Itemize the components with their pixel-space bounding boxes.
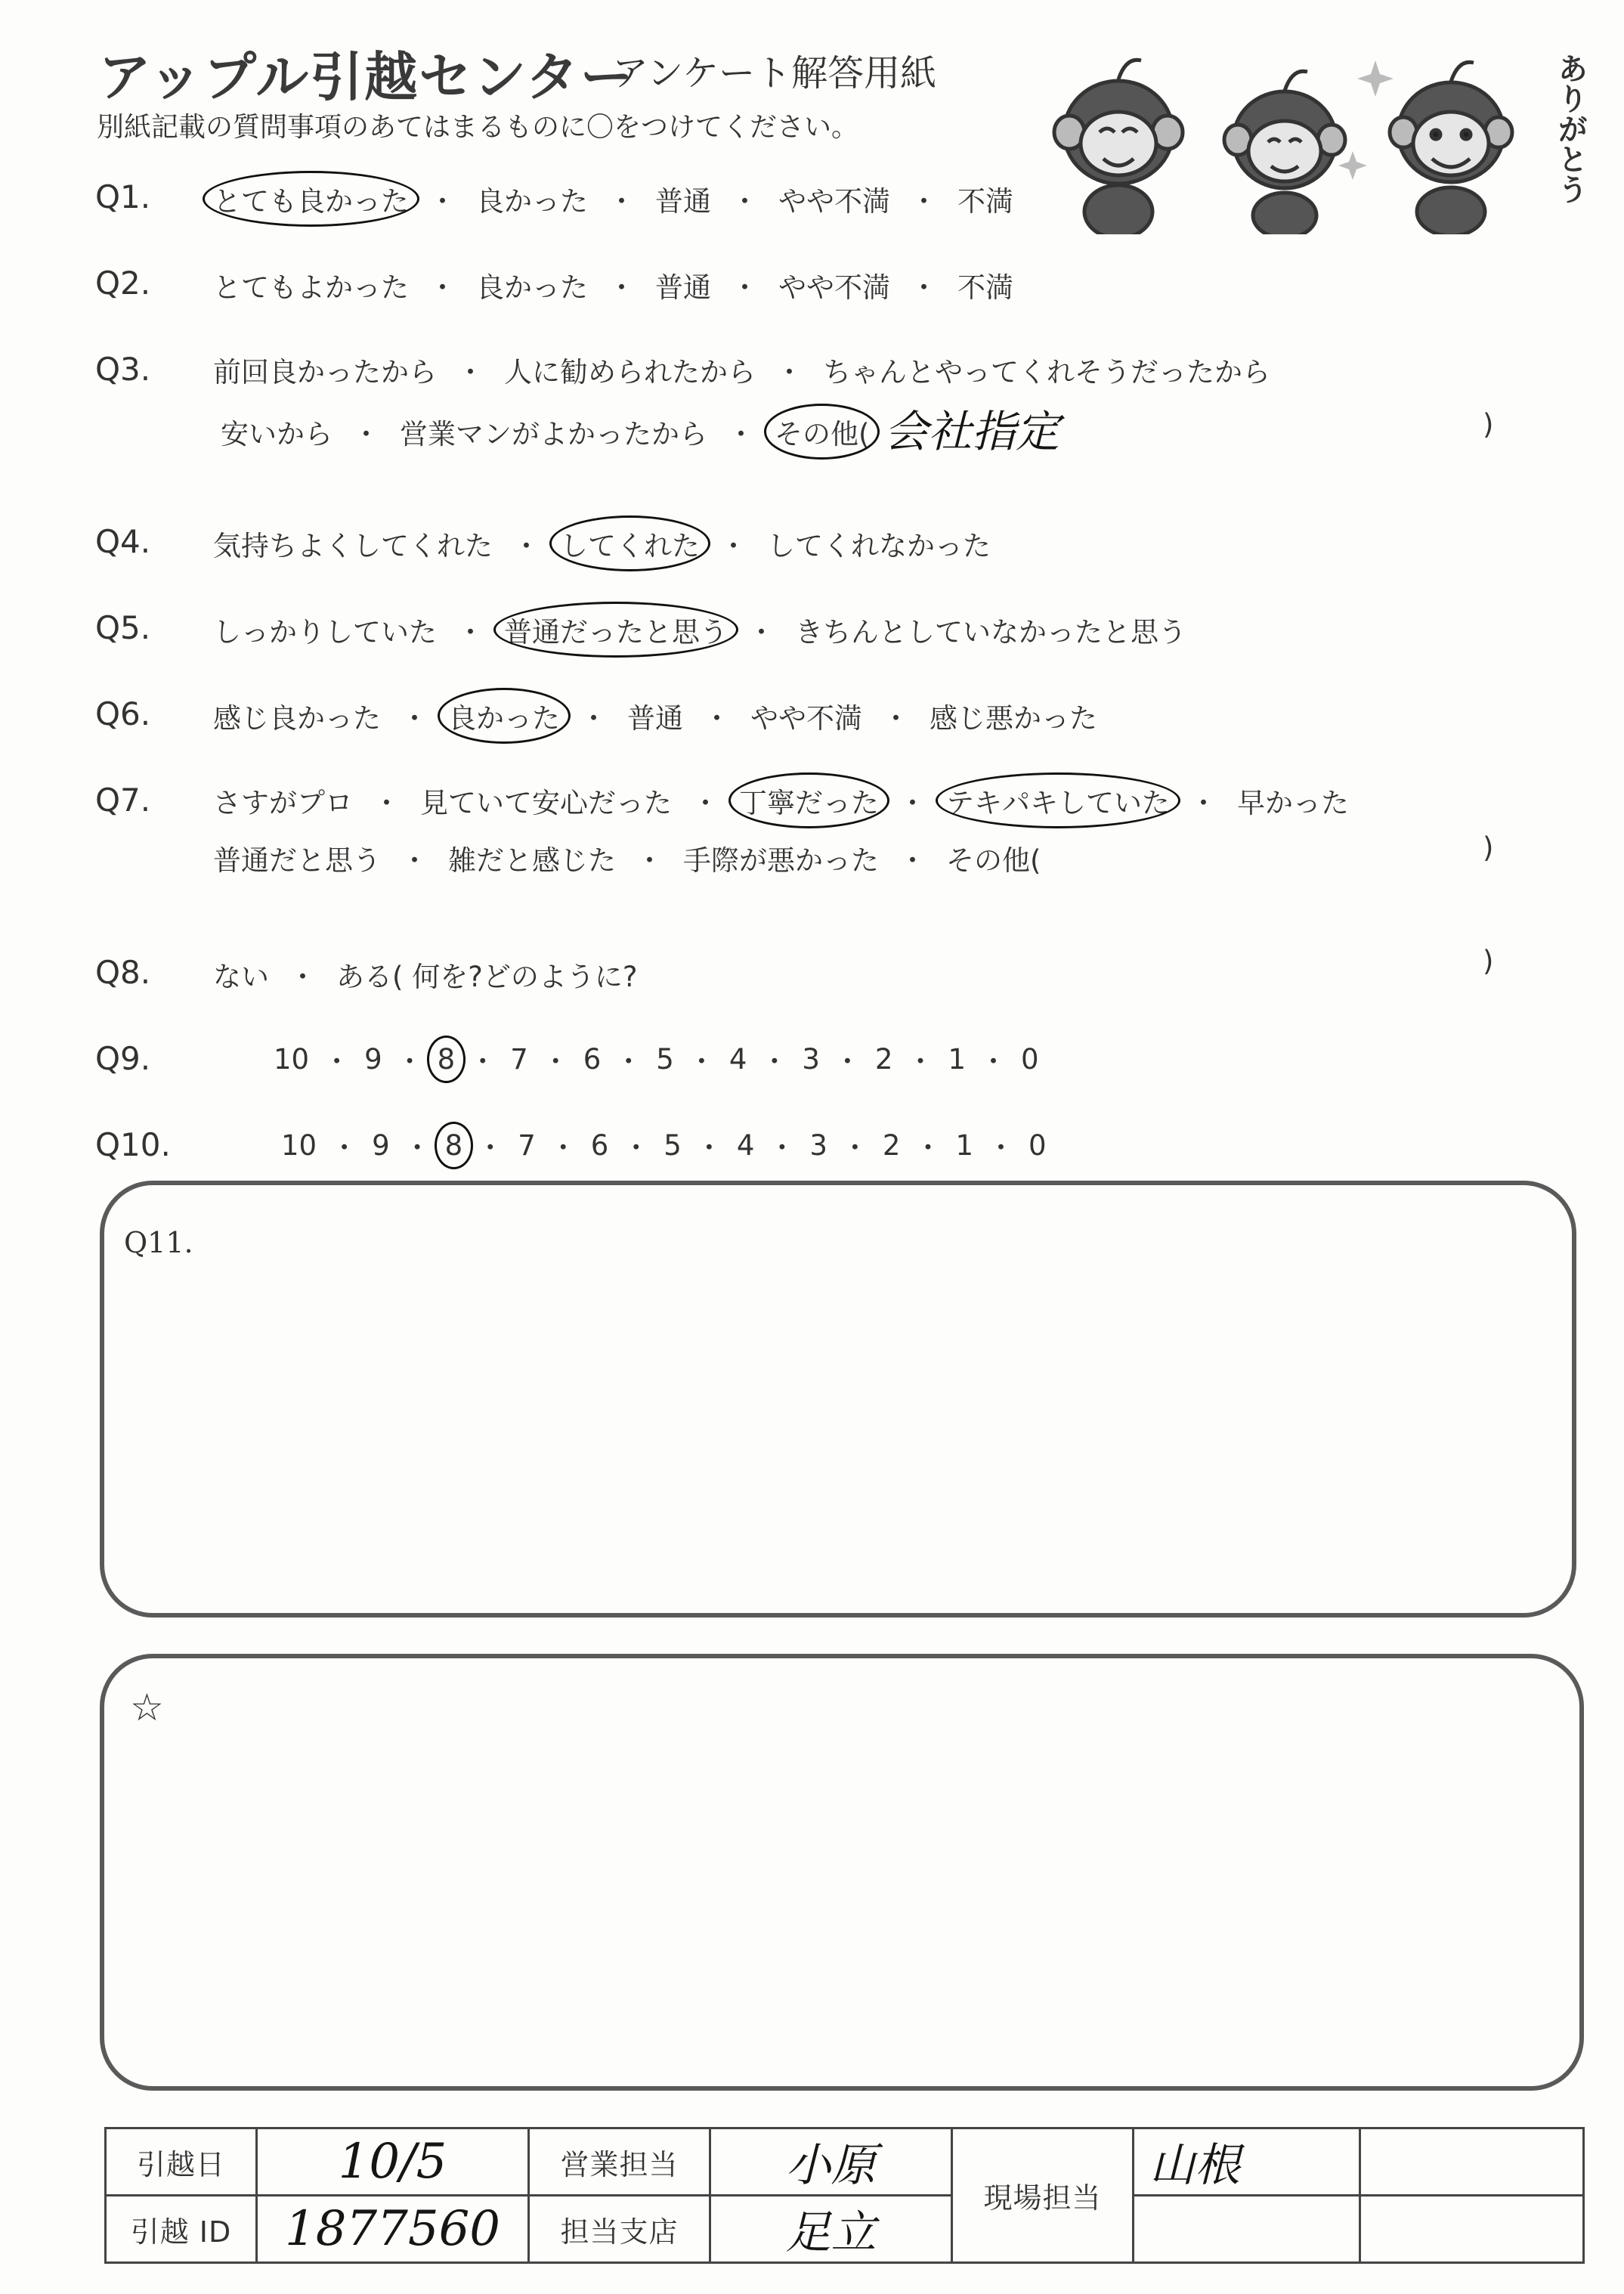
footer-empty-cell-3	[1360, 2196, 1584, 2263]
separator-dot: ・	[373, 787, 401, 819]
q10-option-1[interactable]: 9	[372, 1128, 390, 1162]
q5-options	[213, 609, 1186, 650]
separator-dot: ・	[747, 616, 775, 649]
q7-line2-option-0[interactable]: 普通だと思う	[213, 844, 381, 877]
q4-option-1[interactable]: してくれた	[560, 523, 700, 564]
separator-dot: ・	[840, 1132, 869, 1164]
separator-dot: ・	[614, 1045, 643, 1078]
q9-option-7[interactable]: 3	[802, 1042, 820, 1076]
separator-dot: ・	[428, 185, 456, 218]
q10-option-8[interactable]: 2	[882, 1128, 901, 1162]
q9-option-6[interactable]: 4	[728, 1042, 747, 1076]
q2-option-1[interactable]: 良かった	[476, 271, 588, 304]
q2-option-3[interactable]: やや不満	[778, 271, 890, 304]
form-title: アップル引越センター	[98, 46, 635, 108]
q7-line2-option-2[interactable]: 手際が悪かった	[683, 844, 879, 877]
q3-line1-option-1[interactable]: 人に勧められたから	[504, 356, 756, 389]
separator-dot: ・	[401, 844, 428, 877]
q9-option-8[interactable]: 2	[874, 1042, 893, 1076]
q3-other-answer: 会社指定	[884, 406, 1060, 457]
q9-option-9[interactable]: 1	[948, 1042, 967, 1076]
q7-line1-option-3[interactable]: テキパキしていた	[946, 780, 1170, 821]
q2-label: Q2.	[95, 265, 151, 302]
instructions: 別紙記載の質問事項のあてはまるものに〇をつけてください。	[97, 112, 859, 143]
move-id-value: 1877560	[257, 2196, 529, 2263]
q9-option-0[interactable]: 10	[274, 1042, 310, 1076]
q1-options	[213, 178, 1013, 219]
footer-empty-cell-1	[1360, 2128, 1584, 2196]
footer-table	[104, 2127, 1585, 2264]
separator-dot: ・	[719, 530, 747, 562]
separator-dot: ・	[636, 844, 664, 877]
q4-option-2[interactable]: してくれなかった	[767, 530, 991, 562]
q9-option-1[interactable]: 9	[364, 1042, 382, 1076]
q3-options-line2	[221, 411, 869, 452]
q3-line2-option-0[interactable]: 安いから	[221, 418, 333, 450]
q9-label: Q9.	[95, 1040, 151, 1077]
separator-dot: ・	[428, 271, 456, 304]
q7-line1-option-4[interactable]: 早かった	[1237, 787, 1349, 819]
q10-option-6[interactable]: 4	[736, 1128, 755, 1162]
monkey-mascots-illustration	[1028, 45, 1587, 234]
site-value: 山根	[1134, 2128, 1360, 2196]
separator-dot: ・	[914, 1132, 942, 1164]
q9-option-2[interactable]: 8	[437, 1042, 456, 1076]
q1-option-3[interactable]: やや不満	[778, 185, 890, 218]
separator-dot: ・	[330, 1132, 359, 1164]
q8-label: Q8.	[95, 954, 151, 991]
q2-option-2[interactable]: 普通	[655, 271, 711, 304]
branch-value: 足立	[710, 2196, 952, 2263]
separator-dot: ・	[727, 418, 755, 450]
q1-option-1[interactable]: 良かった	[476, 185, 588, 218]
footer-empty-cell-2	[1134, 2196, 1360, 2263]
move-date-label: 引越日	[106, 2128, 257, 2196]
q10-scale	[281, 1125, 1047, 1166]
q6-options	[213, 695, 1097, 736]
separator-dot: ・	[731, 185, 759, 218]
q8-close-paren: )	[1483, 945, 1494, 977]
move-id-label: 引越 ID	[106, 2196, 257, 2263]
separator-dot: ・	[691, 787, 719, 819]
q5-option-2[interactable]: きちんとしていなかったと思う	[795, 616, 1186, 649]
separator-dot: ・	[906, 1045, 935, 1078]
separator-dot: ・	[833, 1045, 861, 1078]
separator-dot: ・	[580, 702, 608, 735]
q10-option-3[interactable]: 7	[518, 1128, 536, 1162]
q7-line1-option-0[interactable]: さすがプロ	[213, 787, 353, 819]
separator-dot: ・	[882, 702, 910, 735]
q3-line1-option-0[interactable]: 前回良かったから	[213, 356, 437, 389]
q3-line1-option-2[interactable]: ちゃんとやってくれそうだったから	[823, 356, 1270, 389]
star-label: ☆	[130, 1686, 164, 1729]
q7-line2-option-3[interactable]: その他(	[946, 844, 1041, 877]
site-label: 現場担当	[952, 2128, 1134, 2263]
separator-dot: ・	[395, 1045, 424, 1078]
q3-line2-option-2[interactable]: その他(	[775, 411, 869, 452]
separator-dot: ・	[469, 1045, 497, 1078]
separator-dot: ・	[403, 1132, 432, 1164]
q4-options	[213, 523, 991, 564]
separator-dot: ・	[401, 702, 428, 735]
q6-option-4[interactable]: 感じ悪かった	[930, 702, 1097, 735]
separator-dot: ・	[622, 1132, 651, 1164]
q10-option-10[interactable]: 0	[1029, 1128, 1047, 1162]
q7-line1-option-1[interactable]: 見ていて安心だった	[420, 787, 672, 819]
q9-option-3[interactable]: 7	[510, 1042, 528, 1076]
q1-option-0[interactable]: とても良かった	[213, 178, 409, 219]
separator-dot: ・	[899, 787, 926, 819]
separator-dot: ・	[760, 1045, 789, 1078]
q10-option-4[interactable]: 6	[590, 1128, 609, 1162]
form-subtitle: アンケート解答用紙	[612, 52, 937, 94]
separator-dot: ・	[608, 185, 636, 218]
q10-option-0[interactable]: 10	[281, 1128, 317, 1162]
separator-dot: ・	[476, 1132, 505, 1164]
move-date-value: 10/5	[257, 2128, 529, 2196]
q9-option-4[interactable]: 6	[583, 1042, 602, 1076]
q2-option-4[interactable]: 不満	[957, 271, 1013, 304]
q1-option-2[interactable]: 普通	[655, 185, 711, 218]
separator-dot: ・	[910, 185, 938, 218]
q3-close-paren: )	[1483, 408, 1494, 441]
separator-dot: ・	[512, 530, 540, 562]
q6-label: Q6.	[95, 695, 151, 732]
q5-option-0[interactable]: しっかりしていた	[213, 616, 437, 649]
q2-option-0[interactable]: とてもよかった	[213, 271, 409, 304]
separator-dot: ・	[549, 1132, 577, 1164]
q1-label: Q1.	[95, 178, 151, 215]
q7-line2-option-1[interactable]: 雑だと感じた	[448, 844, 616, 877]
q7-close-paren: )	[1483, 831, 1494, 864]
separator-dot: ・	[703, 702, 731, 735]
q8-option-0[interactable]: ない	[213, 961, 269, 993]
q9-option-5[interactable]: 5	[656, 1042, 674, 1076]
separator-dot: ・	[456, 616, 484, 649]
branch-label: 担当支店	[529, 2196, 710, 2263]
q6-option-1[interactable]: 良かった	[448, 695, 560, 736]
q7-line1-option-2[interactable]: 丁寧だった	[739, 780, 879, 821]
separator-dot: ・	[323, 1045, 351, 1078]
q8-options	[213, 954, 637, 995]
q3-options-line1	[213, 349, 1270, 390]
q7-label: Q7.	[95, 782, 151, 819]
separator-dot: ・	[768, 1132, 797, 1164]
mascot-caption: ありがとう	[1553, 53, 1588, 204]
q3-line2-option-1[interactable]: 営業マンがよかったから	[400, 418, 707, 450]
q6-option-0[interactable]: 感じ良かった	[213, 702, 381, 735]
separator-dot: ・	[456, 356, 484, 389]
q7-options-line2	[213, 837, 1041, 878]
q9-option-10[interactable]: 0	[1021, 1042, 1039, 1076]
separator-dot: ・	[775, 356, 803, 389]
sales-label: 営業担当	[529, 2128, 710, 2196]
sales-value: 小原	[710, 2128, 952, 2196]
q4-label: Q4.	[95, 523, 151, 560]
separator-dot: ・	[687, 1045, 716, 1078]
q5-label: Q5.	[95, 609, 151, 646]
q5-option-1[interactable]: 普通だったと思う	[504, 609, 728, 650]
q6-option-3[interactable]: やや不満	[750, 702, 862, 735]
q2-options	[213, 265, 1013, 305]
separator-dot: ・	[608, 271, 636, 304]
separator-dot: ・	[289, 961, 317, 993]
q6-option-2[interactable]: 普通	[627, 702, 683, 735]
q1-option-4[interactable]: 不満	[957, 185, 1013, 218]
separator-dot: ・	[731, 271, 759, 304]
q8-option-1[interactable]: ある( 何を?どのように?	[336, 961, 638, 993]
separator-dot: ・	[899, 844, 926, 877]
q7-options-line1	[213, 780, 1349, 821]
separator-dot: ・	[1189, 787, 1217, 819]
q10-option-2[interactable]: 8	[444, 1128, 463, 1162]
q11-label: Q11.	[124, 1226, 193, 1259]
q10-label: Q10.	[95, 1126, 171, 1163]
separator-dot: ・	[910, 271, 938, 304]
star-comment-box	[100, 1654, 1584, 2091]
separator-dot: ・	[987, 1132, 1016, 1164]
q4-option-0[interactable]: 気持ちよくしてくれた	[213, 530, 493, 562]
q10-option-9[interactable]: 1	[955, 1128, 974, 1162]
q3-label: Q3.	[95, 351, 151, 388]
separator-dot: ・	[694, 1132, 723, 1164]
q10-option-7[interactable]: 3	[809, 1128, 827, 1162]
q9-scale	[274, 1039, 1039, 1079]
q10-option-5[interactable]: 5	[664, 1128, 682, 1162]
separator-dot: ・	[979, 1045, 1008, 1078]
separator-dot: ・	[352, 418, 380, 450]
q11-comment-box	[100, 1181, 1576, 1618]
separator-dot: ・	[541, 1045, 570, 1078]
